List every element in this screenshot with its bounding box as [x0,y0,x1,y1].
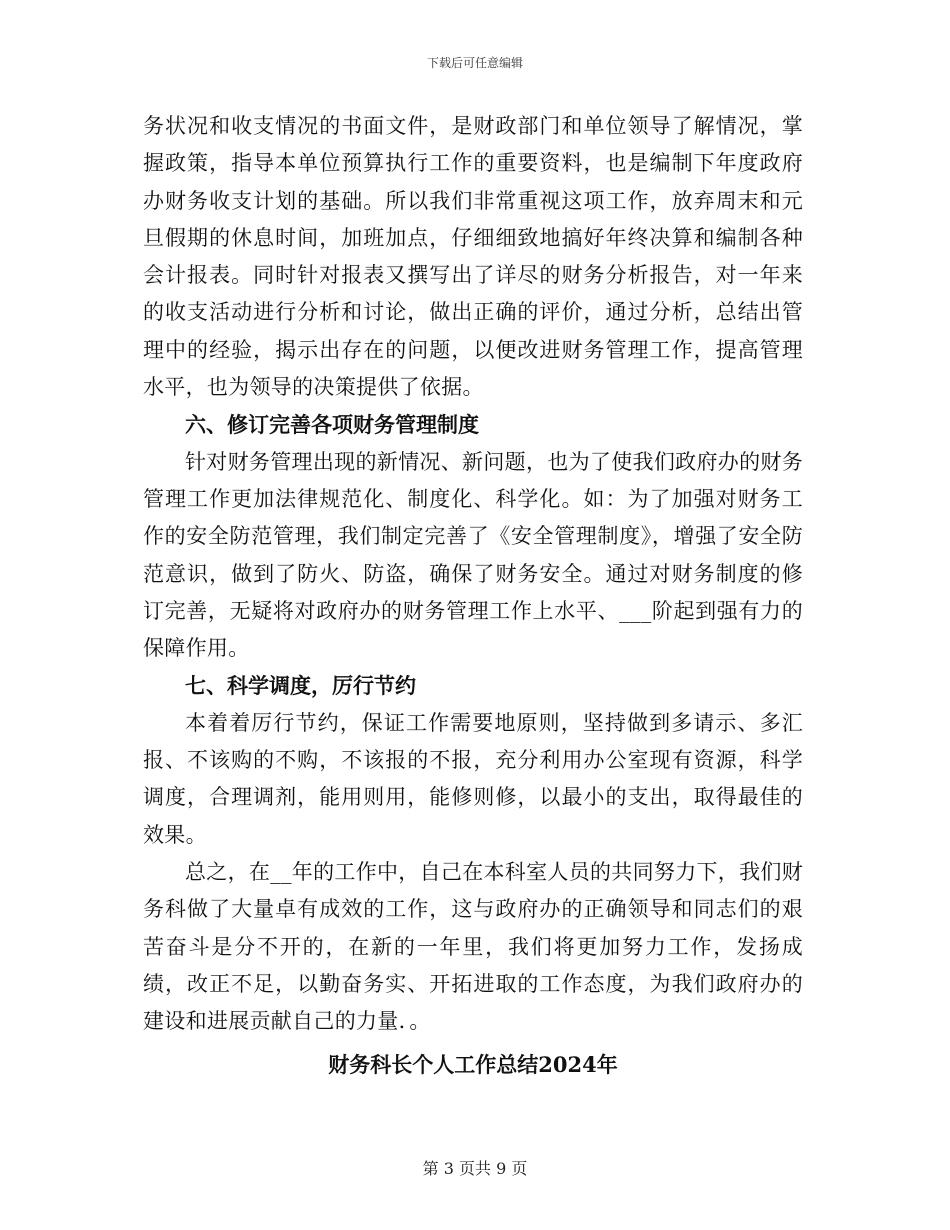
page-number: 第 3 页共 9 页 [422,1159,528,1178]
section-heading-seven: 七、科学调度，厉行节约 [185,673,416,699]
paragraph-frugality: 本着着厉行节约，保证工作需要地原则，坚持做到多请示、多汇报、不该购的不购，不该报的不报，充分利用办公室现有资源，科学调度，合理调剂，能用则用，能修则修，以最小的支出，取得最佳的效果。 [143,710,803,847]
document-body [143,108,803,1084]
document-title: 财务科长个人工作总结2024年 [328,1052,618,1078]
paragraph-summary: 总之，在__年的工作中，自己在本科室人员的共同努力下，我们财务科做了大量卓有成效的工作，这与政府办的正确领导和同志们的艰苦奋斗是分不开的，在新的一年里，我们将更加努力工作，发扬成绩，改正不足，以勤奋务实、开拓进取的工作态度，为我们政府办的建设和进展贡献自己的力量．。 [143,859,803,1034]
page-header-note: 下载后可任意编辑 [426,56,523,70]
paragraph-management-system: 针对财务管理出现的新情况、新问题，也为了使我们政府办的财务管理工作更加法律规范化、制度化、科学化。如：为了加强对财务工作的安全防范管理，我们制定完善了《安全管理制度》，增强了安全防范意识，做到了防火、防盗，确保了财务安全。通过对财务制度的修订完善，无疑将对政府办的财务管理工作上水平、___阶起到强有力的保障作用。 [143,449,803,661]
section-heading-six: 六、修订完善各项财务管理制度 [185,412,479,438]
paragraph-financial-report: 务状况和收支情况的书面文件，是财政部门和单位领导了解情况，掌握政策，指导本单位预算执行工作的重要资料，也是编制下年度政府办财务收支计划的基础。所以我们非常重视这项工作，放弃周末和元旦假期的休息时间，加班加点，仔细细致地搞好年终决算和编制各种会计报表。同时针对报表又撰写出了详尽的财务分析报告，对一年来的收支活动进行分析和讨论，做出正确的评价，通过分析，总结出管理中的经验，揭示出存在的问题，以便改进财务管理工作，提高管理水平，也为领导的决策提供了依据。 [143,114,803,400]
